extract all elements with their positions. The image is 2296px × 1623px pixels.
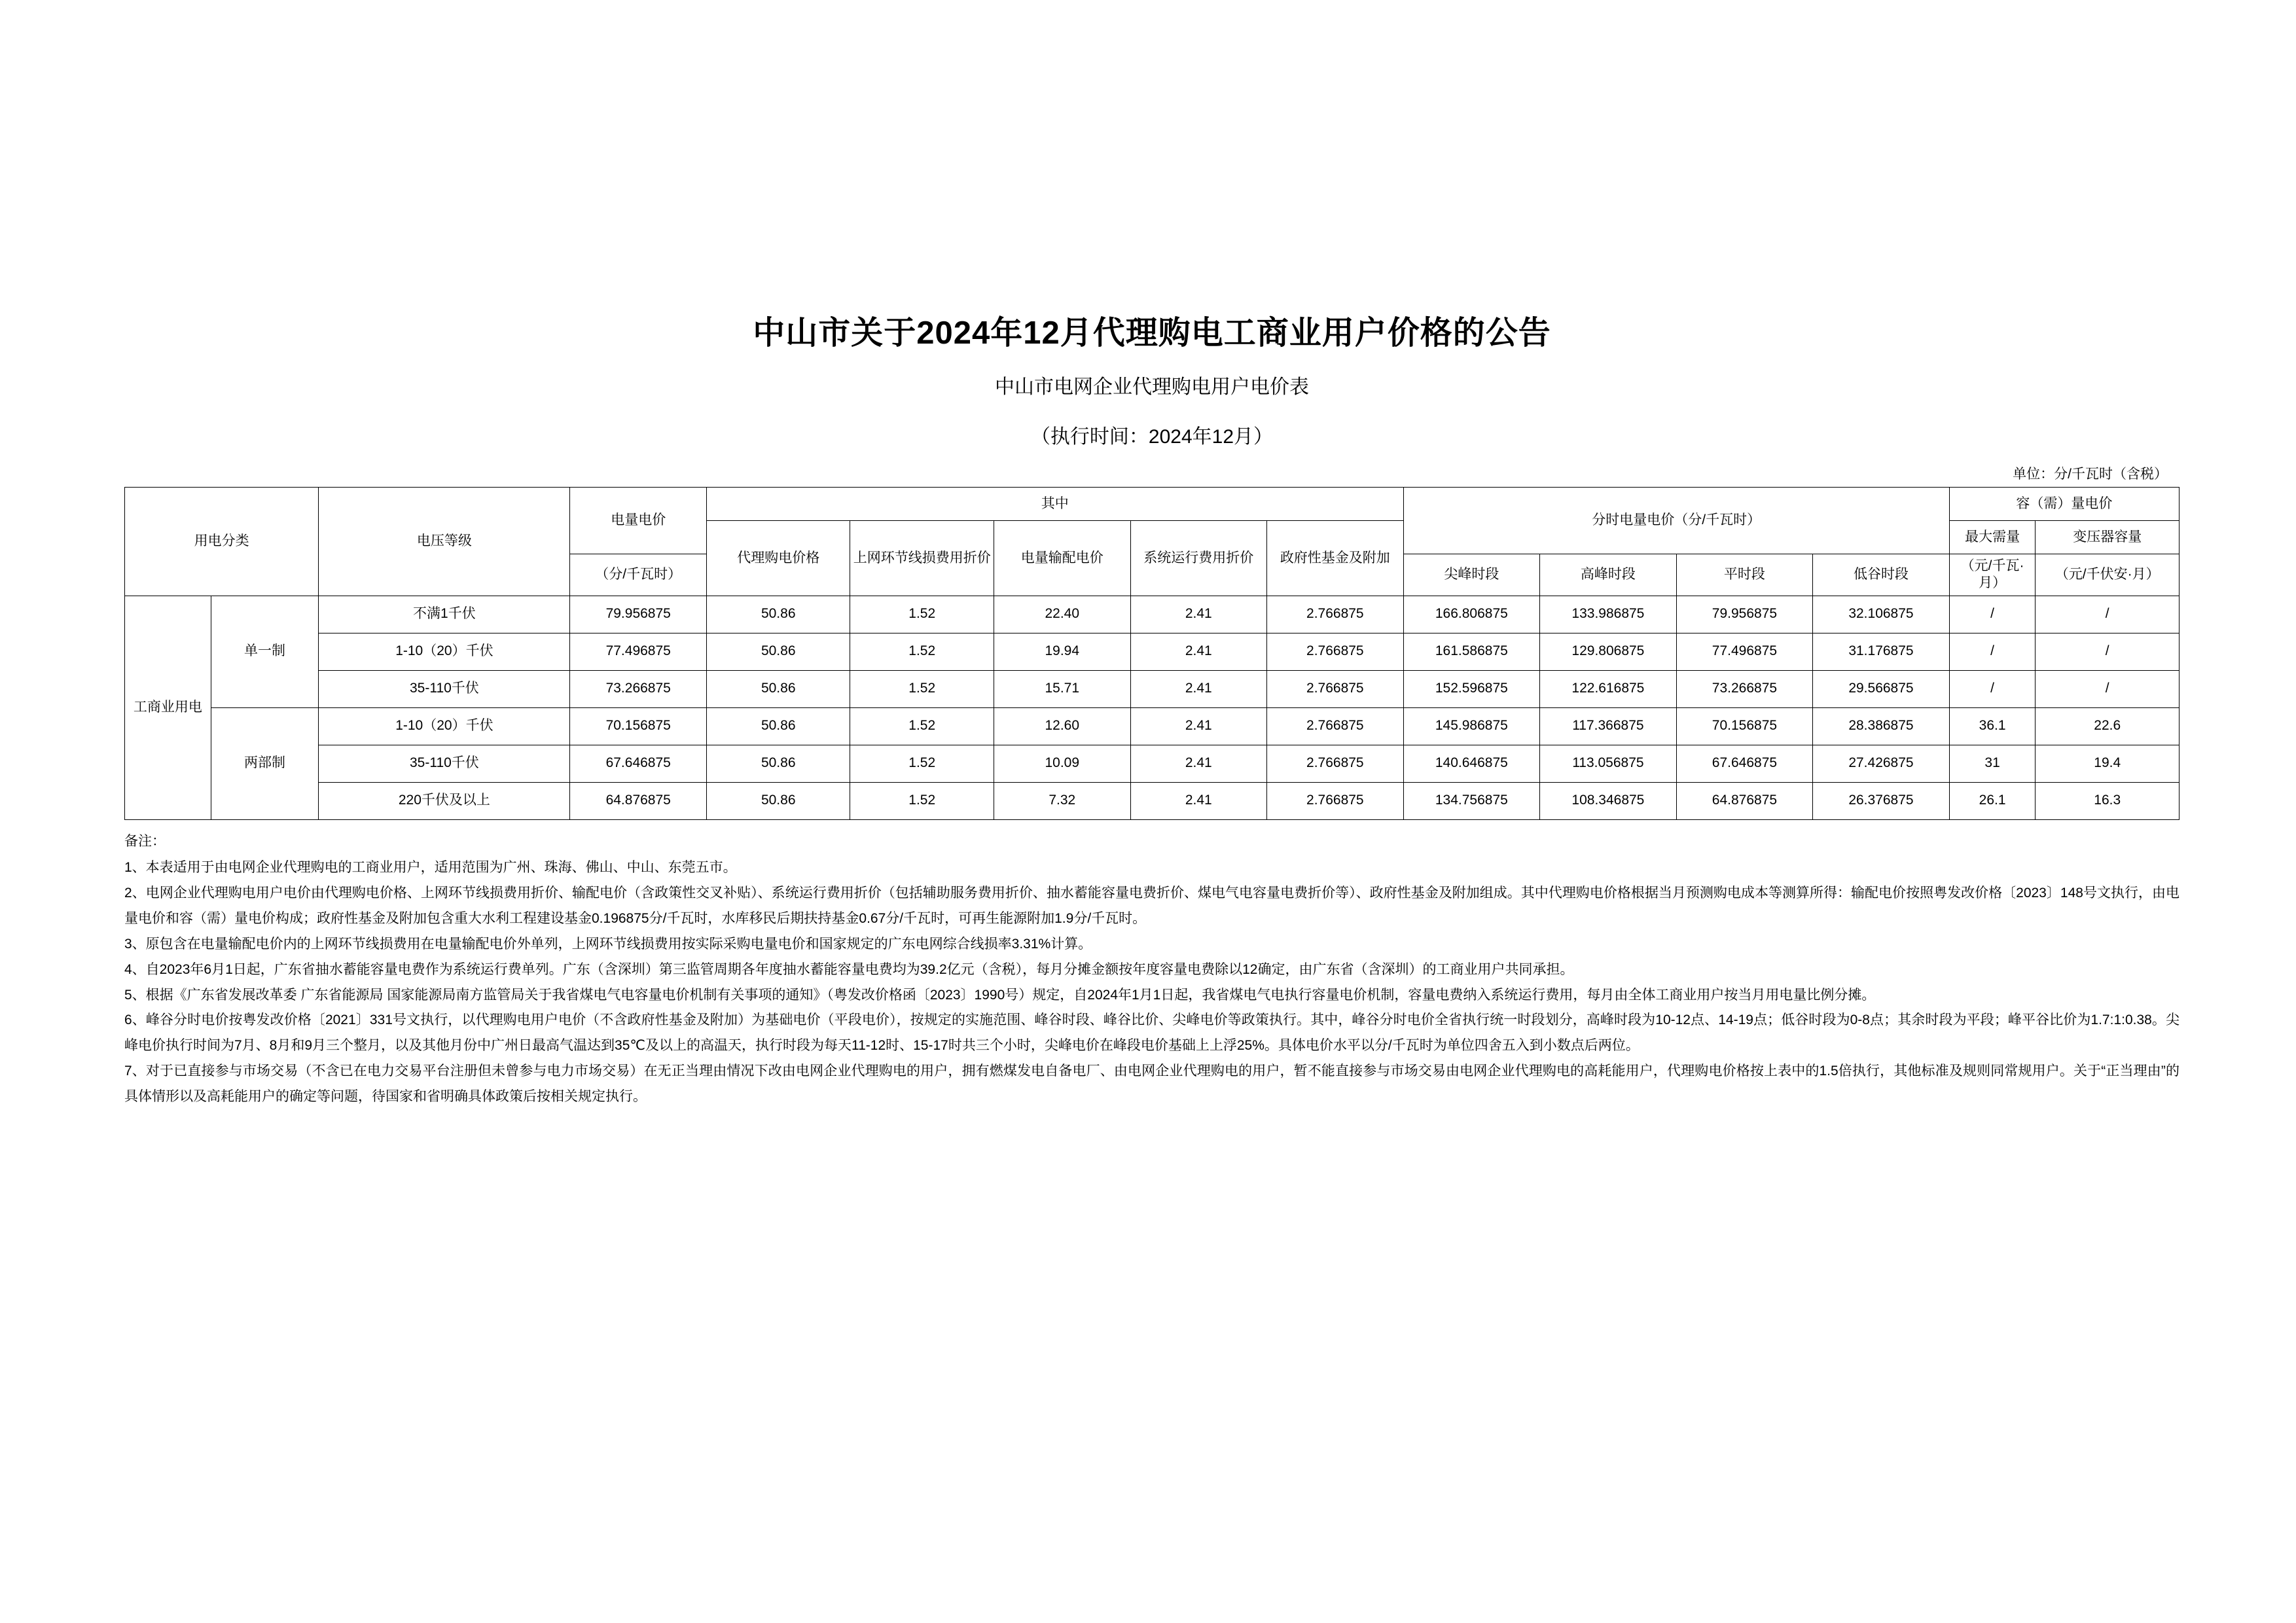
header-grid-loss-discount: 上网环节线损费用折价 — [850, 521, 994, 596]
cell-energy-price: 79.956875 — [570, 596, 707, 633]
cell-flat: 67.646875 — [1676, 745, 1813, 782]
table-row — [125, 670, 2179, 707]
header-energy-price: 电量电价 — [570, 488, 707, 554]
cell-flat: 77.496875 — [1676, 633, 1813, 670]
cell-max-demand: / — [1949, 670, 2036, 707]
cell-peak: 133.986875 — [1540, 596, 1677, 633]
header-tou-price: 分时电量电价（分/千瓦时） — [1403, 488, 1949, 554]
cell-gov-fund: 2.766875 — [1267, 670, 1404, 707]
cell-group-name: 单一制 — [211, 596, 319, 707]
cell-gov-fund: 2.766875 — [1267, 745, 1404, 782]
cell-valley: 29.566875 — [1813, 670, 1950, 707]
cell-sharp: 161.586875 — [1403, 633, 1540, 670]
cell-peak: 108.346875 — [1540, 782, 1677, 819]
cell-transformer: / — [2036, 596, 2179, 633]
cell-sharp: 140.646875 — [1403, 745, 1540, 782]
cell-transmission: 12.60 — [994, 707, 1130, 745]
cell-loss-discount: 1.52 — [850, 782, 994, 819]
header-capacity-price: 容（需）量电价 — [1949, 488, 2179, 521]
table-row — [125, 782, 2179, 819]
cell-energy-price: 70.156875 — [570, 707, 707, 745]
cell-loss-discount: 1.52 — [850, 670, 994, 707]
header-transformer-capacity: 变压器容量 — [2036, 521, 2179, 554]
cell-voltage: 不满1千伏 — [319, 596, 570, 633]
unit-note: 单位：分/千瓦时（含税） — [2013, 467, 2168, 482]
cell-loss-discount: 1.52 — [850, 633, 994, 670]
cell-transformer: / — [2036, 670, 2179, 707]
header-flat-period: 平时段 — [1676, 554, 1813, 596]
cell-agent-price: 50.86 — [706, 745, 850, 782]
note-item-7: 7、对于已直接参与市场交易（不含已在电力交易平台注册但未曾参与电力市场交易）在无正当理由情况下改由电网企业代理购电的用户，拥有燃煤发电自备电厂、由电网企业代理购电的用户，暂不能直接参与市场交易由电网企业代理购电的高耗能用户，代理购电价格按上表中的1.5倍执行，其他标准及规则同常规用户。关于“正当理由”的具体情形以及高耗能用户的确定等问题，待国家和省明确具体政策后按相关规定执行。 — [124, 1063, 2179, 1104]
cell-flat: 64.876875 — [1676, 782, 1813, 819]
cell-peak: 122.616875 — [1540, 670, 1677, 707]
cell-transformer: 16.3 — [2036, 782, 2179, 819]
cell-transmission: 22.40 — [994, 596, 1130, 633]
cell-voltage: 220千伏及以上 — [319, 782, 570, 819]
execution-time: （执行时间：2024年12月） — [1030, 426, 1274, 448]
cell-system-op: 2.41 — [1130, 782, 1267, 819]
cell-gov-fund: 2.766875 — [1267, 707, 1404, 745]
cell-system-op: 2.41 — [1130, 707, 1267, 745]
cell-transmission: 19.94 — [994, 633, 1130, 670]
cell-max-demand: / — [1949, 596, 2036, 633]
cell-voltage: 1-10（20）千伏 — [319, 633, 570, 670]
cell-peak: 117.366875 — [1540, 707, 1677, 745]
electricity-price-table — [124, 487, 2179, 820]
cell-system-op: 2.41 — [1130, 745, 1267, 782]
cell-valley: 27.426875 — [1813, 745, 1950, 782]
cell-loss-discount: 1.52 — [850, 745, 994, 782]
cell-max-demand: / — [1949, 633, 2036, 670]
cell-transmission: 15.71 — [994, 670, 1130, 707]
cell-transmission: 7.32 — [994, 782, 1130, 819]
cell-transformer: 19.4 — [2036, 745, 2179, 782]
cell-voltage: 35-110千伏 — [319, 670, 570, 707]
header-government-fund: 政府性基金及附加 — [1267, 521, 1404, 596]
cell-agent-price: 50.86 — [706, 596, 850, 633]
cell-sharp: 166.806875 — [1403, 596, 1540, 633]
cell-system-op: 2.41 — [1130, 633, 1267, 670]
cell-system-op: 2.41 — [1130, 670, 1267, 707]
page-title: 中山市关于2024年12月代理购电工商业用户价格的公告 — [753, 315, 1551, 351]
cell-gov-fund: 2.766875 — [1267, 596, 1404, 633]
table-row — [125, 633, 2179, 670]
header-max-demand: 最大需量 — [1949, 521, 2036, 554]
cell-group-name: 两部制 — [211, 707, 319, 819]
cell-agent-price: 50.86 — [706, 707, 850, 745]
cell-flat: 79.956875 — [1676, 596, 1813, 633]
cell-voltage: 1-10（20）千伏 — [319, 707, 570, 745]
cell-energy-price: 73.266875 — [570, 670, 707, 707]
cell-agent-price: 50.86 — [706, 633, 850, 670]
cell-valley: 26.376875 — [1813, 782, 1950, 819]
page-subtitle: 中山市电网企业代理购电用户电价表 — [995, 376, 1309, 398]
cell-sharp: 145.986875 — [1403, 707, 1540, 745]
note-item-1: 1、本表适用于由电网企业代理购电的工商业用户，适用范围为广州、珠海、佛山、中山、东莞五市。 — [124, 860, 737, 876]
table-header-row — [125, 488, 2179, 521]
header-max-demand-unit: （元/千瓦·月） — [1949, 554, 2036, 596]
header-peak-period: 高峰时段 — [1540, 554, 1677, 596]
note-item-2: 2、电网企业代理购电用户电价由代理购电价格、上网环节线损费用折价、输配电价（含政策性交叉补贴）、系统运行费用折价（包括辅助服务费用折价、抽水蓄能容量电费折价、煤电气电容量电费折价等）、政府性基金及附加组成。其中代理购电价格根据当月预测购电成本等测算所得：输配电价按照粤发改价格〔2023〕148号文执行，由电量电价和容（需）量电价构成；政府性基金及附加包含重大水利工程建设基金0.196875分/千瓦时，水库移民后期扶持基金0.67分/千瓦时，可再生能源附加1.9分/千瓦时。 — [124, 885, 2179, 927]
note-item-5: 5、根据《广东省发展改革委 广东省能源局 国家能源局南方监管局关于我省煤电气电容量电价机制有关事项的通知》（粤发改价格函〔2023〕1990号）规定，自2024年1月1日起，我省煤电气电执行容量电价机制，容量电费纳入系统运行费用，每月由全体工商业用户按当月用电量比例分摊。 — [124, 987, 1876, 1003]
cell-agent-price: 50.86 — [706, 782, 850, 819]
cell-category: 工商业用电 — [125, 596, 211, 819]
header-agent-purchase-price: 代理购电价格 — [706, 521, 850, 596]
cell-energy-price: 77.496875 — [570, 633, 707, 670]
header-sharp-period: 尖峰时段 — [1403, 554, 1540, 596]
cell-valley: 32.106875 — [1813, 596, 1950, 633]
table-row — [125, 745, 2179, 782]
cell-transformer: / — [2036, 633, 2179, 670]
cell-valley: 31.176875 — [1813, 633, 1950, 670]
cell-sharp: 152.596875 — [1403, 670, 1540, 707]
header-transformer-capacity-unit: （元/千伏安·月） — [2036, 554, 2179, 596]
cell-flat: 73.266875 — [1676, 670, 1813, 707]
cell-max-demand: 31 — [1949, 745, 2036, 782]
header-valley-period: 低谷时段 — [1813, 554, 1950, 596]
cell-energy-price: 67.646875 — [570, 745, 707, 782]
cell-transformer: 22.6 — [2036, 707, 2179, 745]
cell-system-op: 2.41 — [1130, 596, 1267, 633]
cell-loss-discount: 1.52 — [850, 596, 994, 633]
note-item-6: 6、峰谷分时电价按粤发改价格〔2021〕331号文执行，以代理购电用户电价（不含政府性基金及附加）为基础电价（平段电价），按规定的实施范围、峰谷时段、峰谷比价、尖峰电价等政策执行。其中，峰谷分时电价全省执行统一时段划分，高峰时段为10-12点、14-19点；低谷时段为0-8点；其余时段为平段；峰平谷比价为1.7:1:0.38。尖峰电价执行时间为7月、8月和9月三个整月，以及其他月份中广州日最高气温达到35℃及以上的高温天，执行时段为每天11-12时、15-17时共三个小时，尖峰电价在峰段电价基础上上浮25%。具体电价水平以分/千瓦时为单位四舍五入到小数点后两位。 — [124, 1012, 2179, 1054]
table-row — [125, 707, 2179, 745]
note-item-3: 3、原包含在电量输配电价内的上网环节线损费用在电量输配电价外单列，上网环节线损费用按实际采购电量电价和国家规定的广东电网综合线损率3.31%计算。 — [124, 936, 1092, 952]
notes-heading: 备注： — [124, 833, 166, 849]
cell-voltage: 35-110千伏 — [319, 745, 570, 782]
notes-section — [124, 829, 2179, 1110]
cell-agent-price: 50.86 — [706, 670, 850, 707]
cell-peak: 129.806875 — [1540, 633, 1677, 670]
table-row — [125, 596, 2179, 633]
cell-transmission: 10.09 — [994, 745, 1130, 782]
cell-valley: 28.386875 — [1813, 707, 1950, 745]
document-body — [124, 308, 2179, 1110]
cell-max-demand: 26.1 — [1949, 782, 2036, 819]
cell-energy-price: 64.876875 — [570, 782, 707, 819]
cell-flat: 70.156875 — [1676, 707, 1813, 745]
cell-peak: 113.056875 — [1540, 745, 1677, 782]
header-transmission-price: 电量输配电价 — [994, 521, 1130, 596]
header-category: 用电分类 — [125, 488, 319, 596]
header-system-operation-discount: 系统运行费用折价 — [1130, 521, 1267, 596]
cell-loss-discount: 1.52 — [850, 707, 994, 745]
header-among-which: 其中 — [706, 488, 1403, 521]
header-voltage-level: 电压等级 — [319, 488, 570, 596]
cell-gov-fund: 2.766875 — [1267, 782, 1404, 819]
cell-max-demand: 36.1 — [1949, 707, 2036, 745]
note-item-4: 4、自2023年6月1日起，广东省抽水蓄能容量电费作为系统运行费单列。广东（含深圳）第三监管周期各年度抽水蓄能容量电费均为39.2亿元（含税），每月分摊金额按年度容量电费除以12确定，由广东省（含深圳）的工商业用户共同承担。 — [124, 961, 1574, 977]
cell-sharp: 134.756875 — [1403, 782, 1540, 819]
header-energy-price-unit: （分/千瓦时） — [570, 554, 707, 596]
cell-gov-fund: 2.766875 — [1267, 633, 1404, 670]
